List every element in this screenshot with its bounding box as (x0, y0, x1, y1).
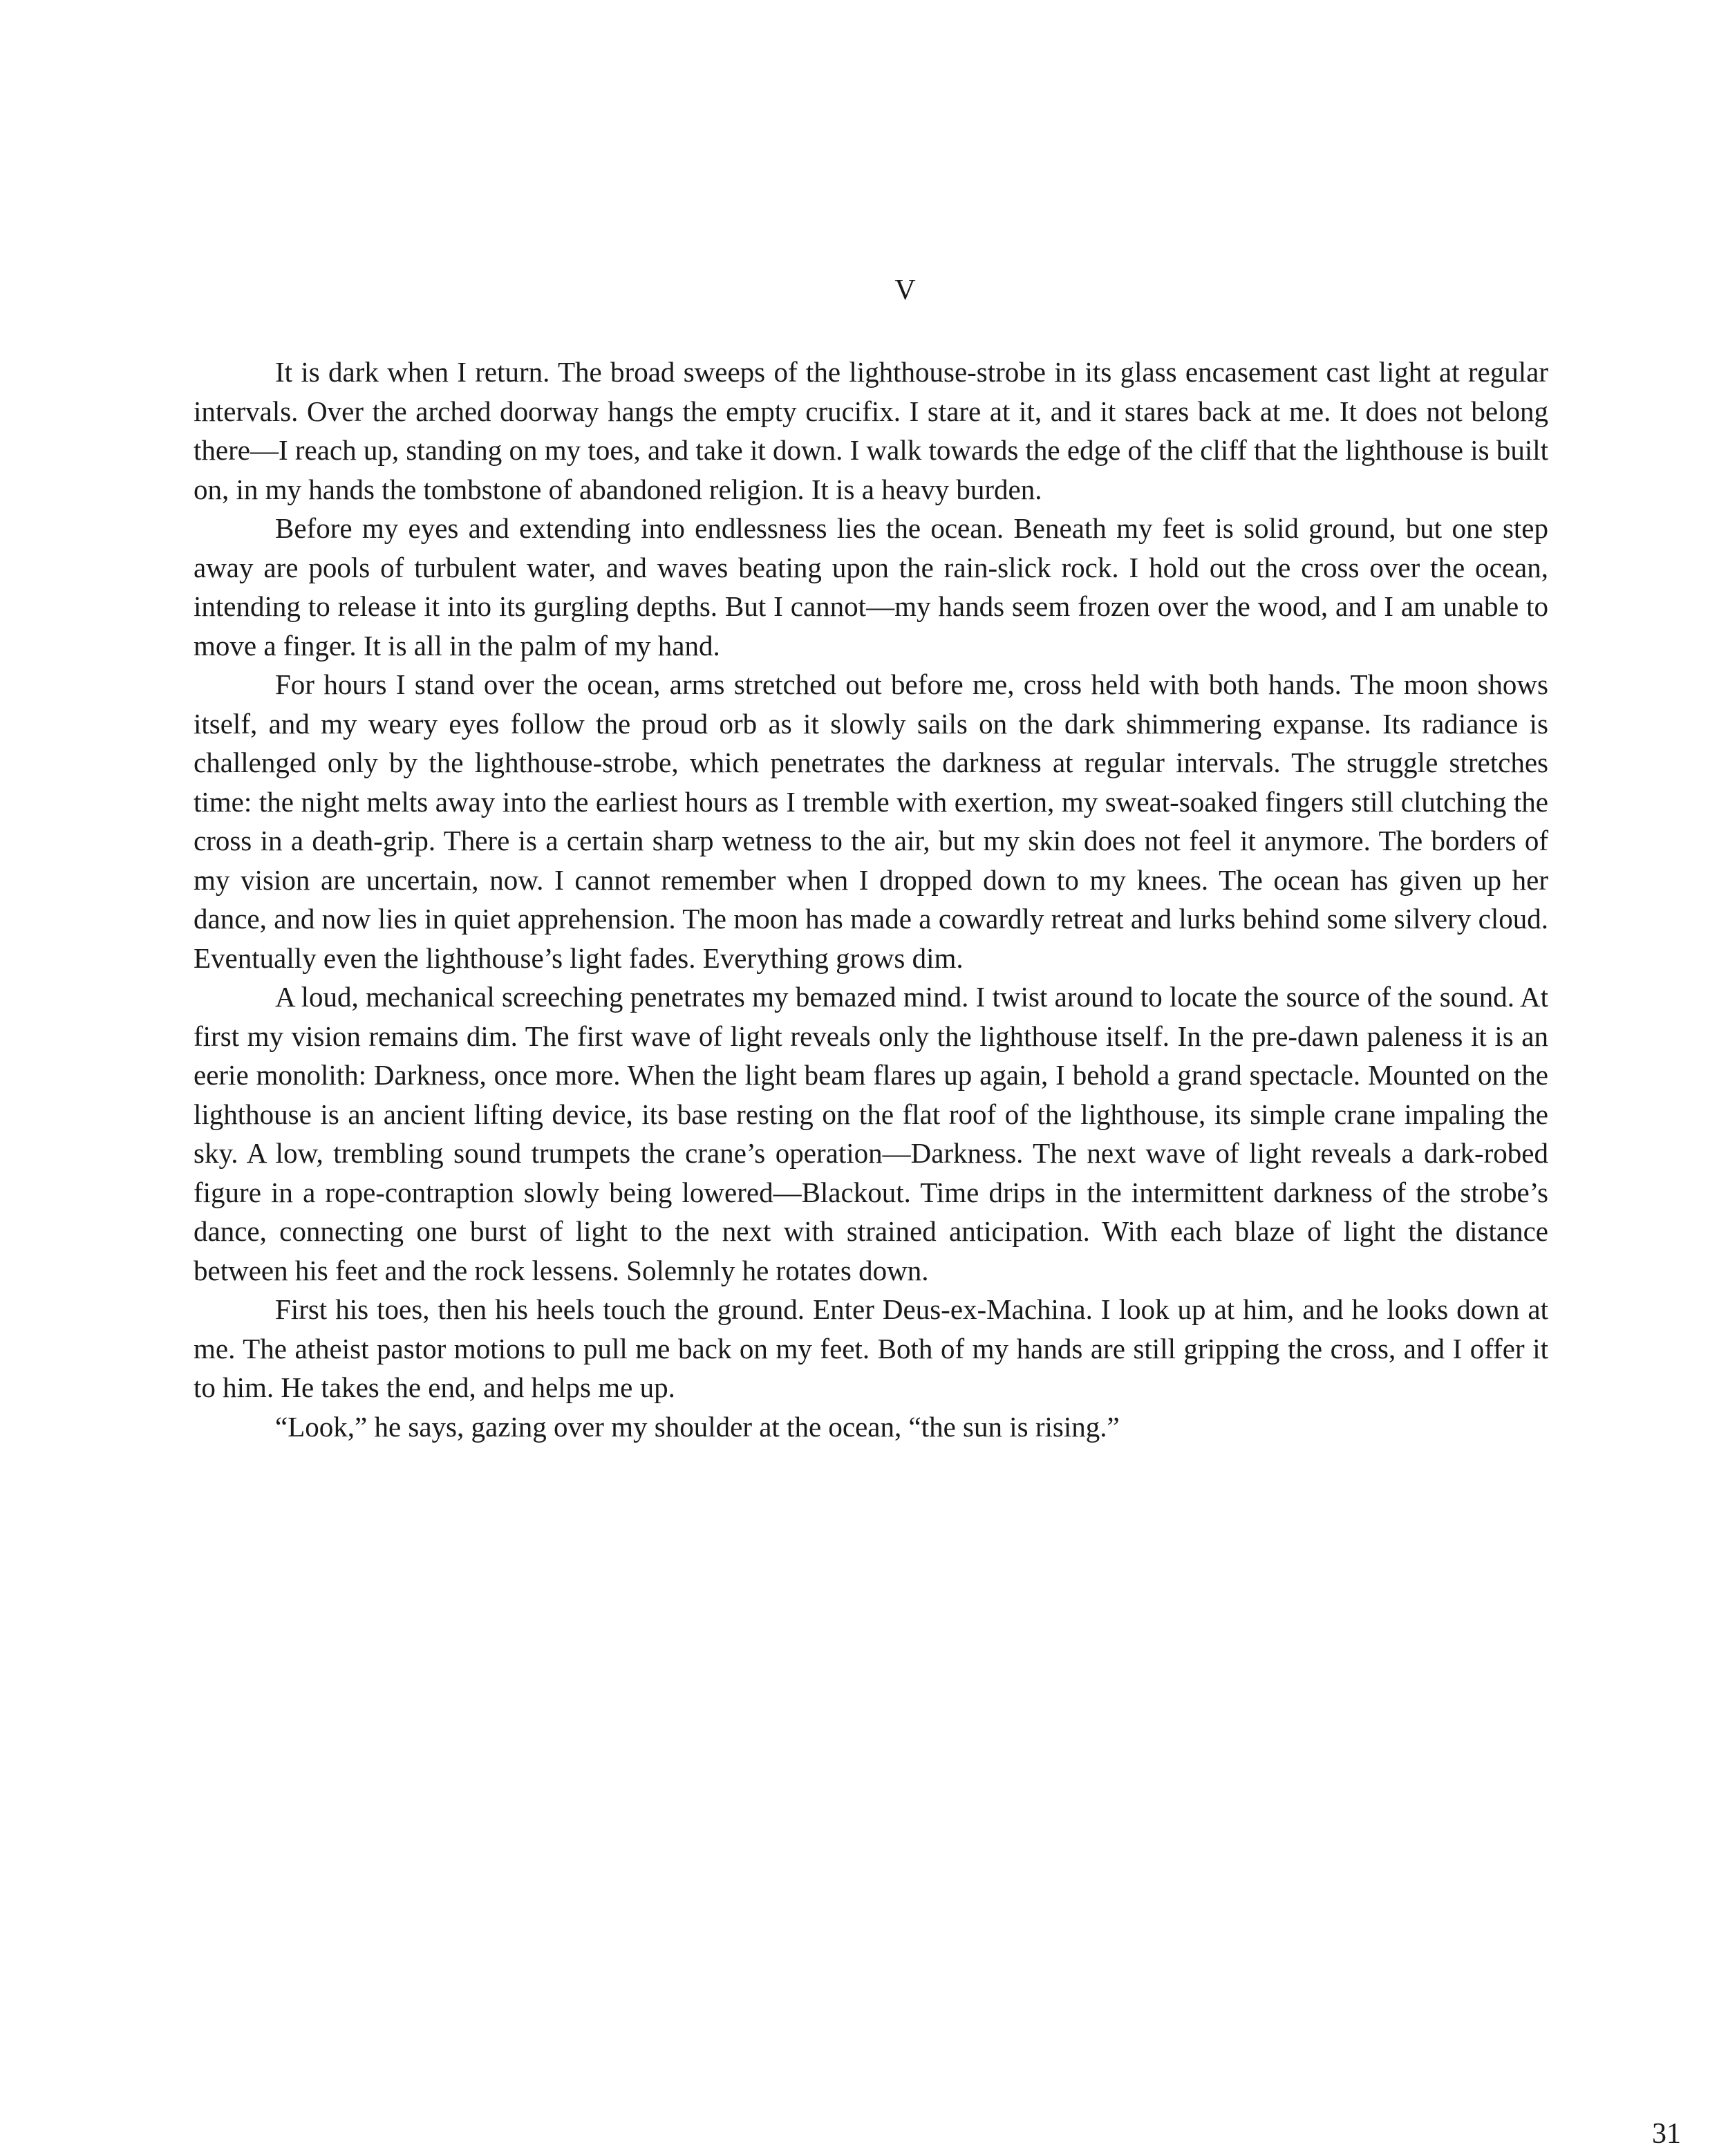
page-number: 31 (1652, 2118, 1681, 2150)
paragraph: First his toes, then his heels touch the ground. Enter Deus-ex-Machina. I look up at him, and he looks down at me. The atheist pastor motions to pull me back on my feet. Both of my hands are still gripping the cross, and I offer it to him. He takes the end, and helps me up. (194, 1293, 1548, 1403)
paragraph: Before my eyes and extending into endlessness lies the ocean. Beneath my feet is solid ground, but one step away are pools of turbulent water, and waves beating upon the rain-slick rock. I hold out the cross over the ocean, intending to release it into its gurgling depths. But I cannot—my hands seem frozen over the wood, and I am unable to move a finger. It is all in the palm of my hand. (194, 512, 1548, 662)
paragraph: A loud, mechanical screeching penetrates my bemazed mind. I twist around to locate the source of the sound. At first my vision remains dim. The first wave of light reveals only the lighthouse itself. In the pre-dawn paleness it is an eerie monolith: Darkness, once more. When the light beam flares up again, I behold a grand spectacle. Mounted on the lighthouse is an ancient lifting device, its base resting on the flat roof of the lighthouse, its simple crane impaling the sky. A low, trembling sound trumpets the crane’s operation—Darkness. The next wave of light reveals a dark-robed figure in a rope-contraption slowly being lowered—Blackout. Time drips in the intermittent darkness of the strobe’s dance, connecting one burst of light to the next with strained anticipation. With each blaze of light the distance between his feet and the rock lessens. Solemnly he rotates down. (194, 981, 1548, 1286)
body-text (194, 353, 1548, 1446)
paragraph: It is dark when I return. The broad sweeps of the lighthouse-strobe in its glass encasement cast light at regular intervals. Over the arched doorway hangs the empty crucifix. I stare at it, and it stares back at me. It does not belong there—I reach up, standing on my toes, and take it down. I walk towards the edge of the cliff that the lighthouse is built on, in my hands the tombstone of abandoned religion. It is a heavy burden. (194, 356, 1548, 505)
section-heading: V (894, 274, 917, 306)
paragraph: “Look,” he says, gazing over my shoulder at the ocean, “the sun is rising.” (275, 1410, 1120, 1443)
paragraph: For hours I stand over the ocean, arms stretched out before me, cross held with both hands. The moon shows itself, and my weary eyes follow the proud orb as it slowly sails on the dark shimmering expanse. Its radiance is challenged only by the lighthouse-strobe, which penetrates the darkness at regular intervals. The struggle stretches time: the night melts away into the earliest hours as I tremble with exertion, my sweat-soaked fingers still clutching the cross in a death-grip. There is a certain sharp wetness to the air, but my skin does not feel it anymore. The borders of my vision are uncertain, now. I cannot remember when I dropped down to my knees. The ocean has given up her dance, and now lies in quiet apprehension. The moon has made a cowardly retreat and lurks behind some silvery cloud. Eventually even the lighthouse’s light fades. Everything grows dim. (194, 668, 1548, 974)
